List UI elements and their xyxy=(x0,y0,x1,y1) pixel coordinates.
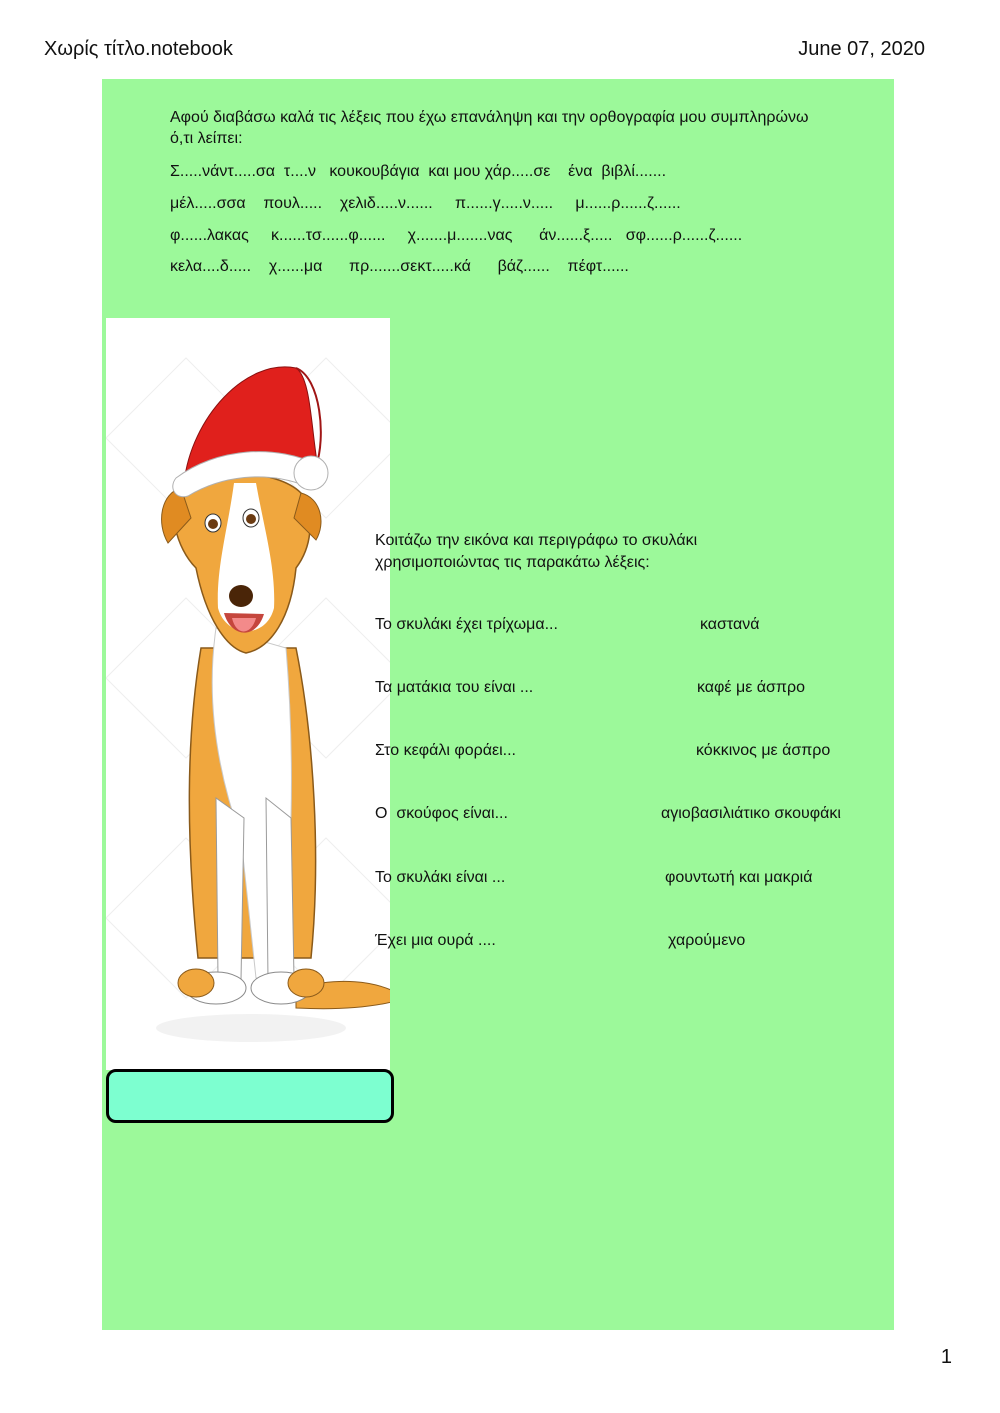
word-option: καστανά xyxy=(700,616,760,633)
name-label-box xyxy=(106,1069,394,1123)
dog-with-santa-hat-icon xyxy=(106,318,390,1070)
exercise1-line: Σ.....νάντ.....σα τ....ν κουκουβάγια και μου χάρ.....σε ένα βιβλί....... xyxy=(170,163,667,180)
word-option: αγιοβασιλιάτικο σκουφάκι xyxy=(661,805,841,822)
exercise1-instruction: Αφού διαβάσω καλά τις λέξεις που έχω επανάληψη και την ορθογραφία μου συμπληρώνω ό,τι λείπει: xyxy=(170,109,809,147)
worksheet-page xyxy=(102,79,894,1330)
exercise1-line: φ......λακας κ......τσ......φ...... χ.......μ.......νας άν......ξ..... σφ......ρ......ζ...... xyxy=(170,227,743,244)
word-option: κόκκινος με άσπρο xyxy=(696,742,831,759)
exercise1-line: κελα....δ..... χ......μα πρ.......σεκτ.....κά βάζ...... πέφτ...... xyxy=(170,258,629,275)
document-date: June 07, 2020 xyxy=(798,38,925,60)
exercise1-line: μέλ.....σσα πουλ..... χελιδ.....ν...... π......γ.....ν..... μ......ρ......ζ...... xyxy=(170,195,681,212)
description-sentence: Τα ματάκια του είναι ... xyxy=(375,679,534,696)
word-option: φουντωτή και μακριά xyxy=(665,869,813,886)
description-sentence: Ο σκούφος είναι... xyxy=(375,805,508,822)
description-sentence: Το σκυλάκι είναι ... xyxy=(375,869,506,886)
exercise2-instruction: Κοιτάζω την εικόνα και περιγράφω το σκυλάκι χρησιμοποιώντας τις παρακάτω λέξεις: xyxy=(375,532,698,571)
word-option: καφέ με άσπρο xyxy=(697,679,805,696)
dog-illustration xyxy=(106,318,390,1070)
word-option: χαρούμενο xyxy=(668,932,746,949)
description-sentence: Στο κεφάλι φοράει... xyxy=(375,742,516,759)
document-title: Χωρίς τίτλο.notebook xyxy=(44,38,233,60)
description-sentence: Το σκυλάκι έχει τρίχωμα... xyxy=(375,616,558,633)
page-number: 1 xyxy=(940,1346,952,1368)
description-sentence: Έχει μια ουρά .... xyxy=(375,932,496,949)
